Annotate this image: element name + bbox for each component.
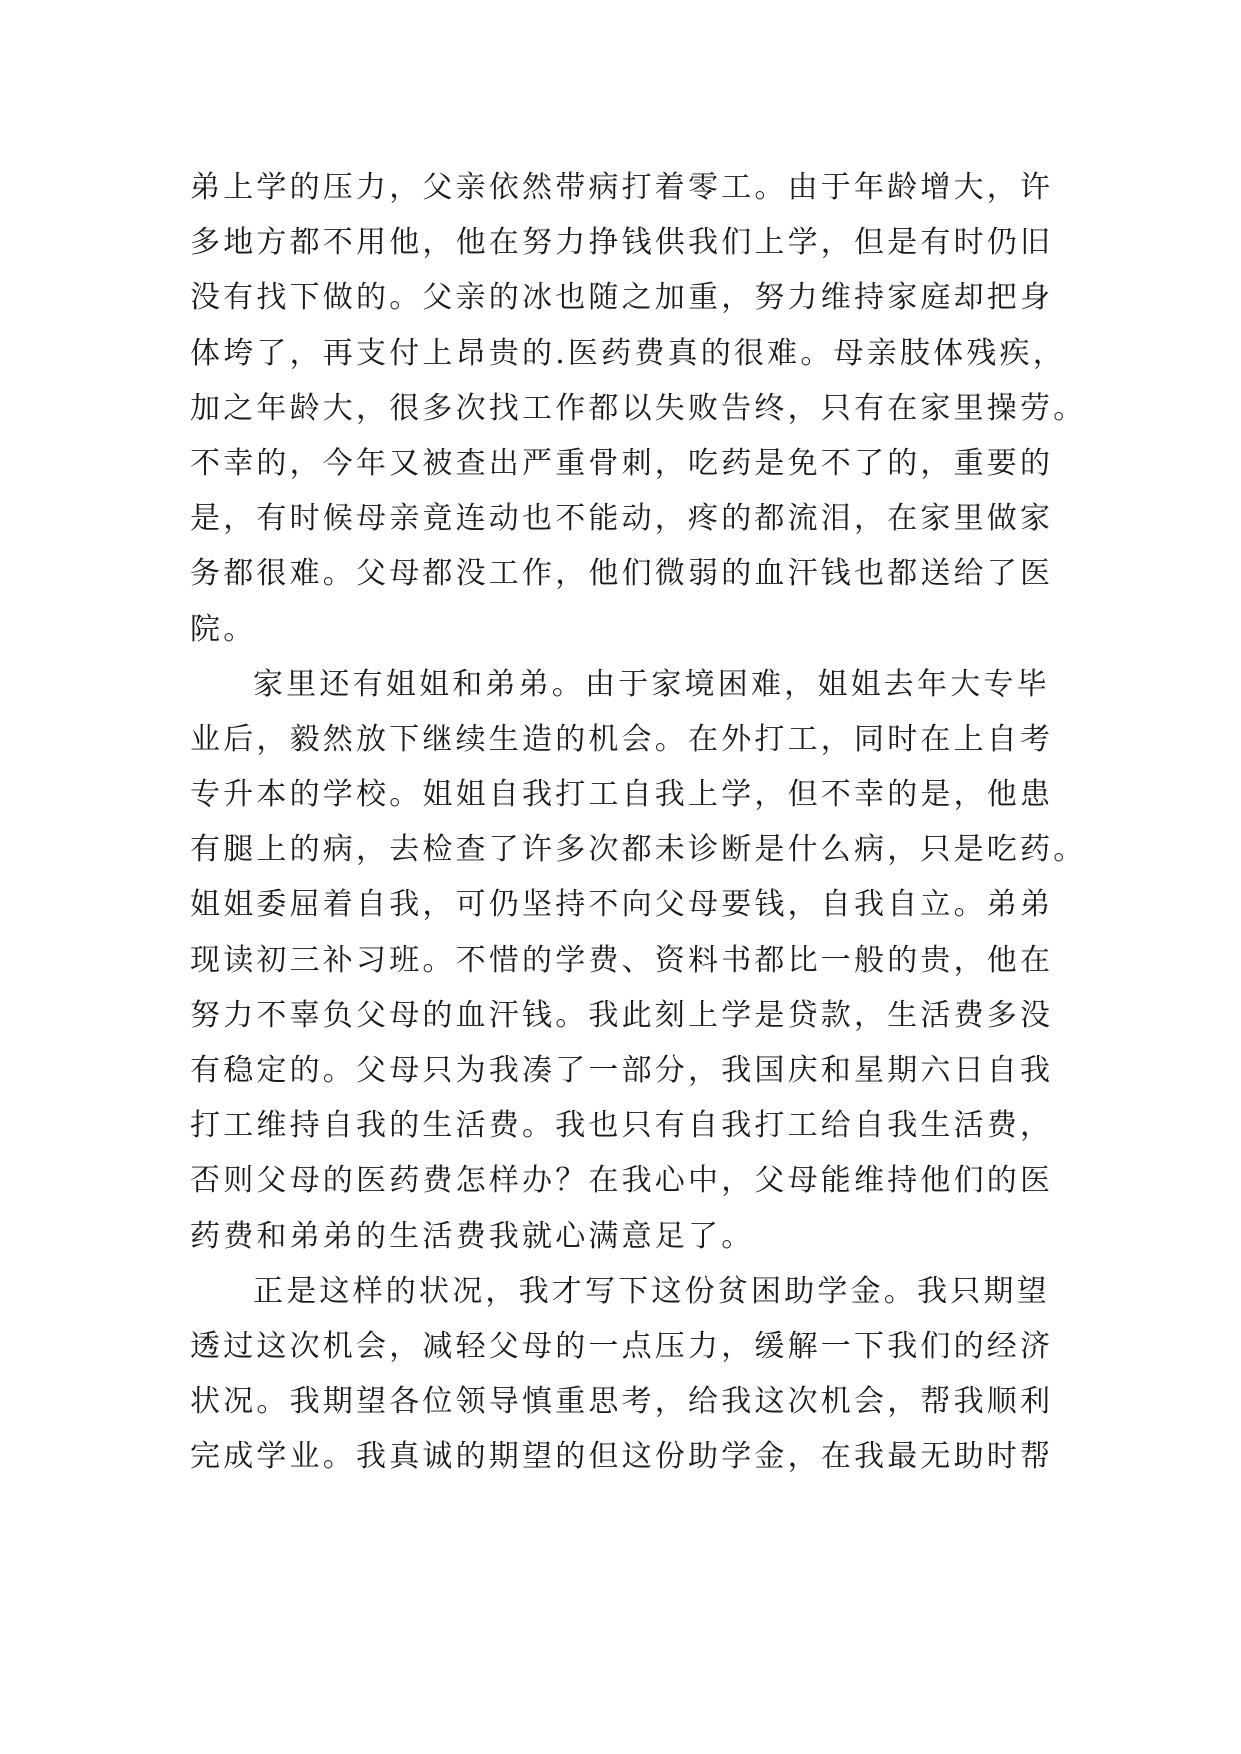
paragraph-request xyxy=(190,1264,1070,1485)
text-line: 体垮了，再支付上昂贵的.医药费真的很难。母亲肢体残疾， xyxy=(190,335,1066,371)
text-line: 否则父母的医药费怎样办？在我心中，父母能维持他们的医 xyxy=(190,1163,1054,1199)
paragraph-siblings xyxy=(190,657,1087,1264)
text-line: 院。 xyxy=(190,611,257,647)
text-line: 有稳定的。父母只为我凑了一部分，我国庆和星期六日自我 xyxy=(190,1053,1054,1088)
text-line: 正是这样的状况，我才写下这份贫困助学金。我只期望 xyxy=(253,1273,1050,1309)
text-line: 务都很难。父母都没工作，他们微弱的血汗钱也都送给了医 xyxy=(190,556,1054,592)
text-line: 弟上学的压力，父亲依然带病打着零工。由于年龄增大，许 xyxy=(190,170,1054,205)
text-line: 有腿上的病，去检查了许多次都未诊断是什么病，只是吃药。 xyxy=(190,832,1087,868)
text-line: 完成学业。我真诚的期望的但这份助学金，在我最无助时帮 xyxy=(190,1439,1054,1475)
text-line: 家里还有姐姐和弟弟。由于家境困难，姐姐去年大专毕 xyxy=(253,666,1050,702)
text-line: 打工维持自我的生活费。我也只有自我打工给自我生活费， xyxy=(190,1108,1054,1144)
document-body xyxy=(190,160,1087,1485)
text-line: 没有找下做的。父亲的冰也随之加重，努力维持家庭却把身 xyxy=(190,280,1054,316)
text-line: 是，有时候母亲竟连动也不能动，疼的都流泪，在家里做家 xyxy=(190,501,1054,537)
text-line: 多地方都不用他，他在努力挣钱供我们上学，但是有时仍旧 xyxy=(190,225,1054,261)
text-line: 专升本的学校。姐姐自我打工自我上学，但不幸的是，他患 xyxy=(190,777,1054,813)
text-line: 不幸的，今年又被查出严重骨刺，吃药是免不了的，重要的 xyxy=(190,445,1054,481)
text-line: 现读初三补习班。不惜的学费、资料书都比一般的贵，他在 xyxy=(190,942,1054,978)
text-line: 药费和弟弟的生活费我就心满意足了。 xyxy=(190,1218,755,1254)
text-line: 状况。我期望各位领导慎重思考，给我这次机会，帮我顺利 xyxy=(190,1384,1054,1420)
text-line: 透过这次机会，减轻父母的一点压力，缓解一下我们的经济 xyxy=(190,1328,1054,1364)
text-line: 姐姐委屈着自我，可仍坚持不向父母要钱，自我自立。弟弟 xyxy=(190,887,1054,923)
text-line: 努力不辜负父母的血汗钱。我此刻上学是贷款，生活费多没 xyxy=(190,997,1054,1033)
paragraph-family-health xyxy=(190,160,1087,657)
text-line: 业后，毅然放下继续生造的机会。在外打工，同时在上自考 xyxy=(190,721,1054,757)
text-line: 加之年龄大，很多次找工作都以失败告终，只有在家里操劳。 xyxy=(190,390,1087,426)
